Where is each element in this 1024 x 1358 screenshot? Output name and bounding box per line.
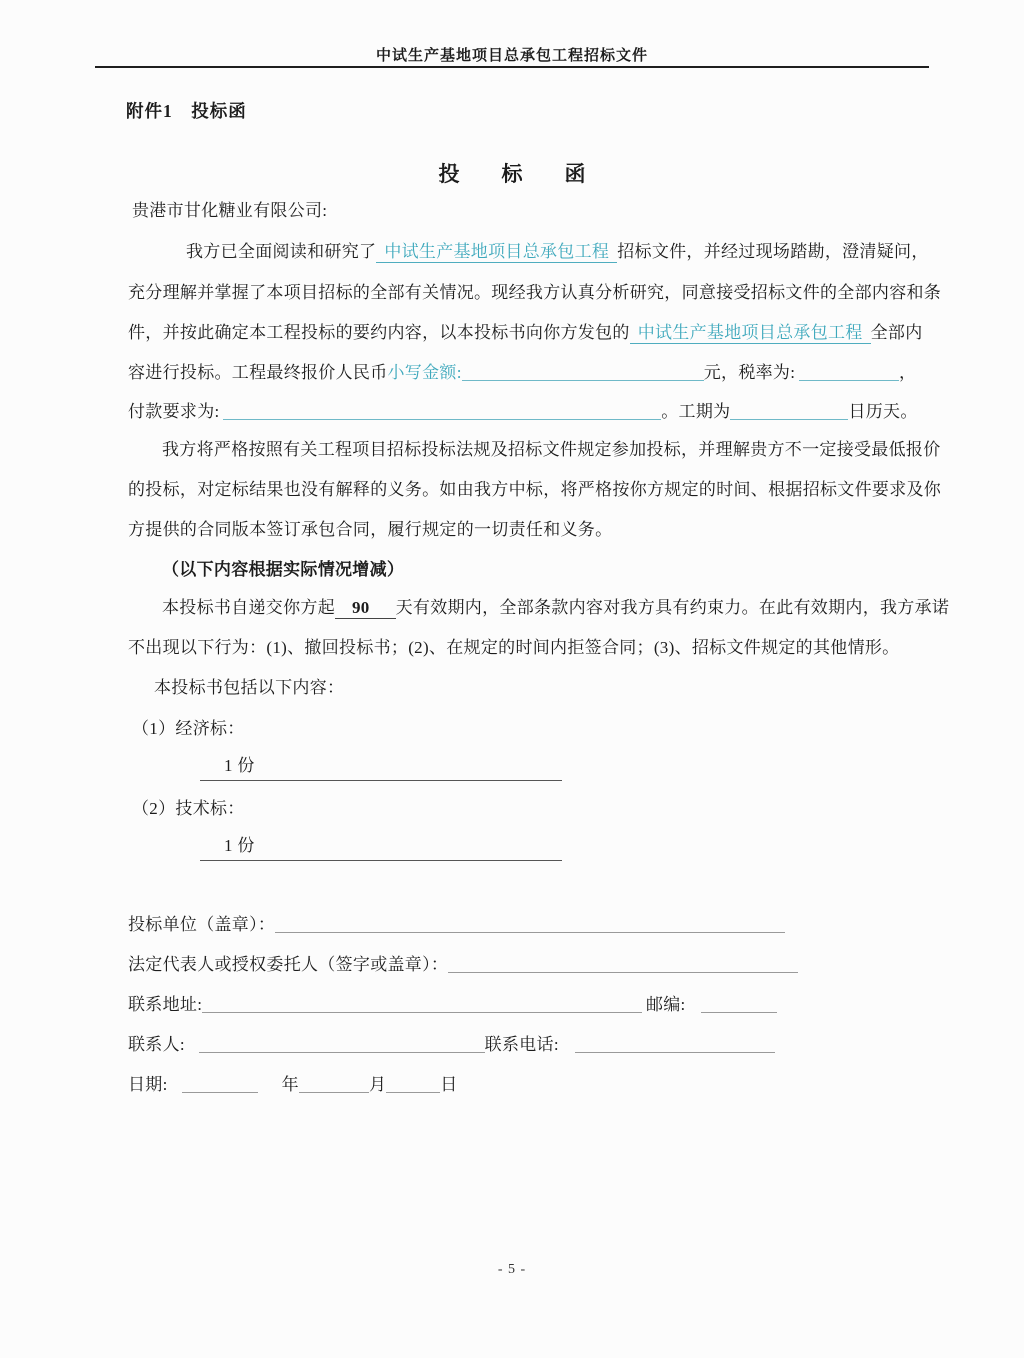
phone-label: 联系电话: — [484, 1035, 559, 1054]
attachment-heading: 附件1 投标函 — [126, 101, 247, 121]
p3-line1-pre: 本投标书自递交你方起 — [162, 598, 335, 617]
header-rule — [95, 66, 929, 68]
bidder-unit-row — [128, 913, 785, 937]
legal-rep-label: 法定代表人或授权委托人（签字或盖章）： — [128, 955, 449, 974]
contact-blank — [199, 1037, 485, 1053]
date-row — [128, 1073, 458, 1097]
p1-line4 — [128, 361, 916, 385]
p1-line4-pre: 容进行投标。工程最终报价人民币 — [128, 363, 388, 382]
p2-line2: 的投标，对定标结果也没有解释的义务。如由我方中标，将严格按你方规定的时间、根据招标文件要求及你 — [128, 480, 942, 499]
p1-line5-mid: 。工期为 — [661, 402, 731, 421]
postal-code-label: 邮编: — [645, 995, 686, 1014]
contact-row — [128, 1033, 775, 1057]
project-name-fill: 中试生产基地项目总承包工程 — [376, 242, 617, 263]
p3-line1-post: 天有效期内，全部条款内容对我方具有约束力。在此有效期内，我方承诺 — [395, 598, 950, 617]
p2-line1: 我方将严格按照有关工程项目招标投标法规及招标文件规定参加投标，并理解贵方不一定接受最低报价 — [162, 440, 941, 459]
address-row — [128, 993, 777, 1017]
month-blank — [386, 1077, 440, 1093]
p1-line5 — [128, 400, 918, 424]
p1-line1-pre: 我方已全面阅读和研究了 — [186, 242, 377, 261]
letter-title: 投 标 函 — [438, 162, 586, 186]
payment-terms-blank — [223, 404, 661, 420]
salutation: 贵港市甘化糖业有限公司: — [132, 201, 328, 220]
amount-in-figures-label: 小写金额: — [387, 363, 462, 382]
date-blank — [182, 1077, 258, 1093]
year-blank — [299, 1077, 369, 1093]
construction-period-blank — [730, 404, 848, 420]
p4-line: 本投标书包括以下内容： — [154, 678, 345, 697]
p1-line5-end: 日历天。 — [848, 402, 918, 421]
address-blank — [202, 997, 642, 1013]
header-title: 中试生产基地项目总承包工程招标文件 — [375, 48, 648, 64]
day-label: 日 — [440, 1075, 458, 1094]
p3-line1 — [162, 596, 949, 620]
p2-line3: 方提供的合同版本签订承包合同，履行规定的一切责任和义务。 — [128, 520, 613, 539]
legal-rep-blank — [448, 957, 798, 973]
contact-label: 联系人: — [128, 1035, 185, 1054]
economic-bid-label: （1）经济标： — [132, 719, 245, 738]
p1-line4-mid: 元，税率为: — [703, 363, 796, 382]
p1-line2: 充分理解并掌握了本项目招标的全部有关情况。现经我方认真分析研究，同意接受招标文件的全部内容和条 — [128, 283, 942, 302]
month-label: 月 — [368, 1075, 387, 1094]
bidder-unit-blank — [275, 917, 785, 933]
tax-rate-blank — [799, 365, 899, 381]
p1-line1-post: 招标文件，并经过现场踏勘，澄清疑问， — [617, 242, 929, 261]
bidder-unit-label: 投标单位（盖章）： — [128, 915, 276, 934]
technical-bid-copies — [200, 834, 562, 861]
project-name-fill: 中试生产基地项目总承包工程 — [630, 323, 871, 344]
p1-line3-pre: 件，并按此确定本工程投标的要约内容，以本投标书向你方发包的 — [128, 323, 630, 342]
p1-line3-post: 全部内 — [870, 323, 923, 342]
p3-line2: 不出现以下行为：(1)、撤回投标书；(2)、在规定的时间内拒签合同；(3)、招标文件规定的其他情形。 — [128, 638, 900, 657]
technical-bid-label: （2）技术标： — [132, 799, 245, 818]
phone-blank — [575, 1037, 775, 1053]
p1-line4-end: ， — [898, 363, 917, 382]
date-label: 日期: — [128, 1075, 168, 1094]
economic-bid-copies-line: 1 份 — [200, 754, 562, 781]
validity-days-value: 90 — [335, 598, 396, 619]
page-number: - 5 - — [497, 1262, 527, 1277]
technical-bid-copies-line: 1 份 — [200, 834, 562, 861]
bid-amount-blank — [462, 365, 704, 381]
p1-line3 — [128, 321, 923, 345]
economic-bid-copies — [200, 754, 562, 781]
p1-line5-pre: 付款要求为: — [128, 402, 220, 421]
year-label: 年 — [281, 1075, 299, 1094]
adjustment-note: （以下内容根据实际情况增减） — [162, 560, 405, 579]
postal-code-blank — [701, 997, 777, 1013]
p1-line1 — [186, 240, 929, 264]
address-label: 联系地址: — [128, 995, 203, 1014]
legal-rep-row — [128, 953, 798, 977]
